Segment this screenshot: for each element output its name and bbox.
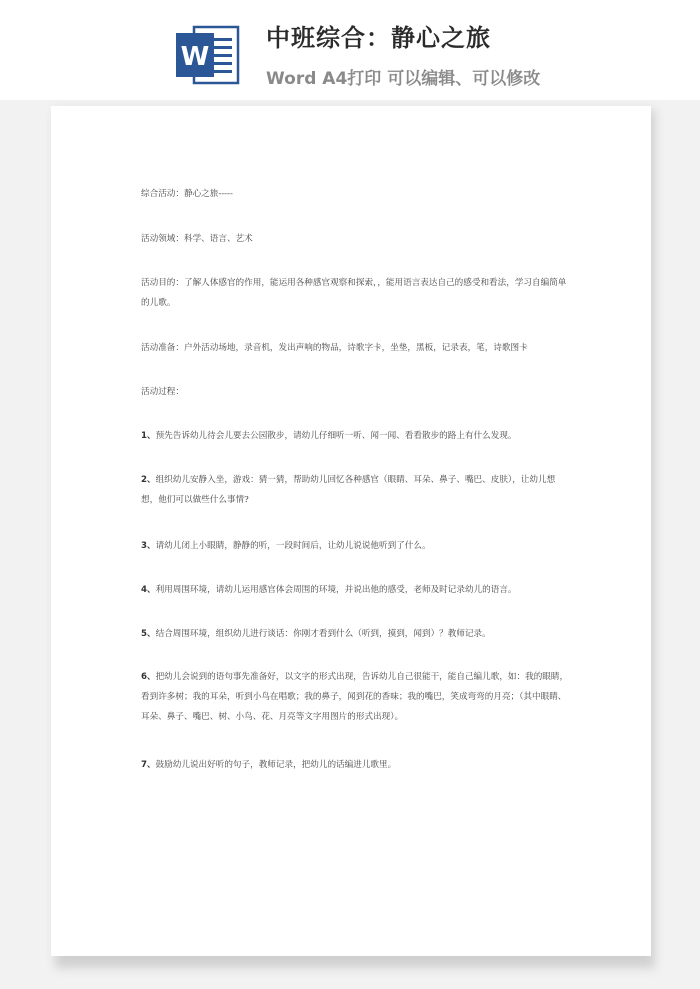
- step-6: [141, 667, 569, 727]
- step-2: [141, 470, 569, 510]
- word-icon: [174, 22, 240, 88]
- step-number: 7、: [141, 760, 156, 770]
- page-title: 中班综合：静心之旅: [266, 24, 491, 52]
- step-text: 利用周围环境，请幼儿运用感官体会周围的环境，并说出他的感受，老师及时记录幼儿的语言。: [155, 585, 517, 595]
- step-text: 鼓励幼儿说出好听的句子，教师记录，把幼儿的话编进儿歌里。: [155, 760, 397, 770]
- goal-line: 活动目的：了解人体感官的作用，能运用各种感官观察和探索，，能用语言表达自己的感受和看法，学习自编简单的儿歌。: [141, 278, 567, 308]
- step-5: [141, 624, 569, 644]
- step-number: 2、: [141, 475, 156, 485]
- header-banner: [0, 0, 700, 100]
- step-4: [141, 580, 569, 600]
- process-line: 活动过程：: [141, 387, 184, 397]
- step-number: 6、: [141, 672, 156, 682]
- step-number: 4、: [141, 585, 156, 595]
- step-text: 组织幼儿安静入坐，游戏：猜一猜，帮助幼儿回忆各种感官（眼睛、耳朵、鼻子、嘴巴、皮肤），让幼儿想想，他们可以做些什么事情?: [141, 475, 556, 505]
- step-number: 5、: [141, 629, 156, 639]
- step-text: 结合周围环境，组织幼儿进行谈话：你刚才看到什么（听到，摸到，闻到）？教师记录。: [155, 629, 491, 639]
- step-number: 1、: [141, 431, 156, 441]
- document-page: [51, 106, 651, 956]
- step-1: [141, 426, 569, 446]
- prep-line: 活动准备：户外活动场地，录音机，发出声响的物品，诗歌字卡，坐垫，黑板，记录表，笔，诗歌图卡: [141, 343, 528, 353]
- step-7: [141, 755, 569, 775]
- step-number: 3、: [141, 541, 156, 551]
- word-icon-letter: W: [180, 42, 210, 72]
- step-text: 预先告诉幼儿待会儿要去公园散步，请幼儿仔细听一听、闻一闻、看看散步的路上有什么发现。: [155, 431, 517, 441]
- domain-line: 活动领域：科学、语言、艺术: [141, 234, 253, 244]
- activity-line: 综合活动：静心之旅-----: [141, 189, 233, 199]
- page-subtitle: Word A4打印 可以编辑、可以修改: [266, 69, 541, 89]
- step-text: 请幼儿闭上小眼睛，静静的听，一段时间后，让幼儿说说他听到了什么。: [155, 541, 431, 551]
- step-text: 把幼儿会说到的语句事先准备好，以文字的形式出现，告诉幼儿自己很能干，能自己编儿歌，如：我的眼睛，看到许多树；我的耳朵，听到小鸟在唱歌；我的鼻子，闻到花的香味；我的嘴巴，笑成弯弯的月亮；（其中眼睛、耳朵、鼻子、嘴巴、树、小鸟、花、月亮等文字用图片的形式出现）。: [141, 672, 569, 722]
- step-3: [141, 536, 569, 556]
